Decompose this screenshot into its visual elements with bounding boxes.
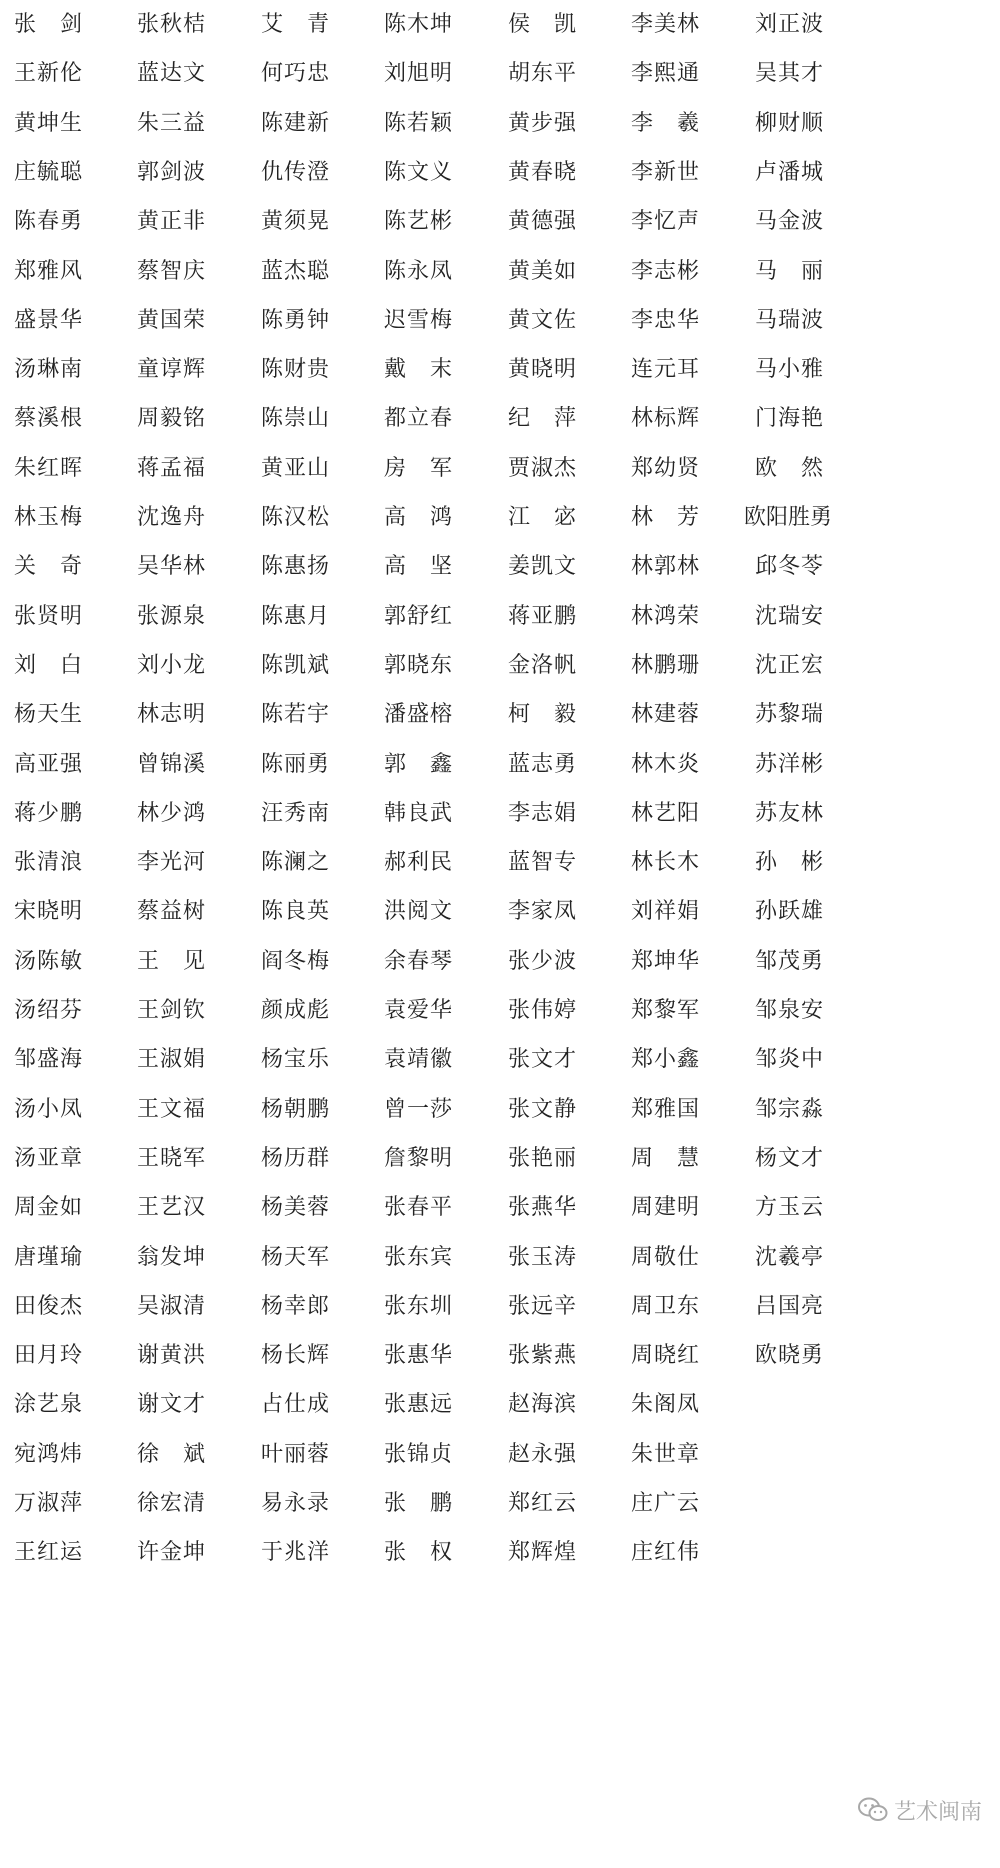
name-cell: 袁靖徽	[384, 1047, 454, 1073]
name-cell: 杨天生	[14, 702, 84, 728]
name-cell: 黄坤生	[14, 110, 84, 136]
name-cell: 周建明	[631, 1195, 701, 1221]
name-cell: 林鹏珊	[631, 652, 701, 678]
name-cell: 沈正宏	[755, 652, 825, 678]
name-cell: 张艳丽	[508, 1145, 578, 1171]
name-cell: 马金波	[755, 209, 825, 235]
name-cell: 王红运	[14, 1540, 84, 1566]
name-cell: 邹泉安	[755, 998, 825, 1023]
name-cell: 马 丽	[755, 258, 825, 284]
name-cell: 高亚强	[14, 751, 84, 777]
name-cell: 张惠华	[384, 1343, 454, 1369]
name-cell: 邹宗淼	[755, 1096, 825, 1122]
name-cell: 江 宓	[508, 505, 578, 530]
name-cell: 林艺阳	[631, 800, 701, 826]
name-cell: 杨朝鹏	[261, 1096, 331, 1122]
name-cell: 汤陈敏	[14, 948, 84, 974]
name-cell: 田俊杰	[14, 1293, 84, 1319]
name-cell: 陈丽勇	[261, 751, 331, 777]
name-cell: 汤亚章	[14, 1145, 84, 1171]
name-cell: 陈永凤	[384, 258, 454, 284]
name-cell: 赵永强	[508, 1441, 578, 1467]
name-cell: 陈惠扬	[261, 554, 331, 580]
name-cell: 黄正非	[137, 209, 207, 235]
name-cell: 林鸿荣	[631, 603, 701, 629]
name-cell: 黄亚山	[261, 455, 331, 481]
name-cell: 张燕华	[508, 1195, 578, 1221]
name-cell: 盛景华	[14, 307, 84, 333]
name-cell: 林长木	[631, 850, 701, 876]
name-cell: 张文才	[508, 1047, 578, 1073]
name-cell: 林郭林	[631, 554, 701, 580]
name-cell: 朱红晖	[14, 455, 84, 481]
name-cell: 陈惠月	[261, 603, 331, 629]
name-cell: 涂艺泉	[14, 1392, 84, 1418]
name-cell: 赵海滨	[508, 1392, 578, 1418]
name-cell: 于兆洋	[261, 1540, 331, 1566]
name-cell: 沈羲亭	[755, 1244, 825, 1270]
name-row	[0, 1523, 1000, 1582]
name-cell: 金洛帆	[508, 652, 578, 678]
name-cell: 王淑娟	[137, 1047, 207, 1073]
name-cell: 郭剑波	[137, 159, 207, 185]
name-cell: 蓝杰聪	[261, 258, 331, 284]
name-cell: 蓝达文	[137, 61, 207, 87]
name-cell: 李志娟	[508, 800, 578, 826]
name-cell: 郑红云	[508, 1491, 578, 1516]
name-cell: 许金坤	[137, 1540, 207, 1566]
watermark-text: 艺术闽南	[893, 1799, 982, 1825]
name-cell: 袁爱华	[384, 998, 454, 1023]
name-cell: 方玉云	[755, 1195, 825, 1221]
name-cell: 黄春晓	[508, 159, 578, 185]
name-cell: 周敬仕	[631, 1244, 701, 1270]
name-cell: 蔡智庆	[137, 258, 207, 284]
name-cell: 汤琳南	[14, 357, 84, 383]
name-cell: 刘正波	[755, 12, 825, 37]
name-cell: 苏洋彬	[755, 751, 825, 777]
name-cell: 朱三益	[137, 110, 207, 136]
name-cell: 林玉梅	[14, 505, 84, 530]
name-cell: 邹炎中	[755, 1047, 825, 1073]
name-cell: 门海艳	[755, 406, 825, 432]
name-cell: 黄步强	[508, 110, 578, 136]
name-cell: 张锦贞	[384, 1441, 454, 1467]
name-cell: 田月玲	[14, 1343, 84, 1369]
name-cell: 沈逸舟	[137, 505, 207, 530]
name-cell: 陈若颖	[384, 110, 454, 136]
name-cell: 陈澜之	[261, 850, 331, 876]
name-cell: 曾锦溪	[137, 751, 207, 777]
name-cell: 吴其才	[755, 61, 825, 87]
name-cell: 郑坤华	[631, 948, 701, 974]
name-cell: 张 鹏	[384, 1491, 454, 1516]
name-cell: 陈凯斌	[261, 652, 331, 678]
name-cell: 张玉涛	[508, 1244, 578, 1270]
name-cell: 柳财顺	[755, 110, 825, 136]
name-cell: 陈勇钟	[261, 307, 331, 333]
name-cell: 陈建新	[261, 110, 331, 136]
name-cell: 蓝智专	[508, 850, 578, 876]
name-cell: 林 芳	[631, 505, 701, 530]
name-cell: 李 羲	[631, 110, 701, 136]
name-cell: 王晓军	[137, 1145, 207, 1171]
name-cell: 李新世	[631, 159, 701, 185]
name-cell: 汤绍芬	[14, 998, 84, 1023]
name-cell: 郑小鑫	[631, 1047, 701, 1073]
name-cell: 黄德强	[508, 209, 578, 235]
name-cell: 潘盛榕	[384, 702, 454, 728]
name-cell: 宛鸿炜	[14, 1441, 84, 1467]
name-cell: 李忠华	[631, 307, 701, 333]
name-cell: 欧 然	[755, 455, 825, 481]
name-cell: 蔡益树	[137, 899, 207, 925]
name-cell: 杨文才	[755, 1145, 825, 1171]
name-cell: 郭 鑫	[384, 751, 454, 777]
name-cell: 蒋孟福	[137, 455, 207, 481]
name-cell: 郝利民	[384, 850, 454, 876]
name-cell: 张源泉	[137, 603, 207, 629]
name-cell: 周卫东	[631, 1293, 701, 1319]
name-cell: 郑黎军	[631, 998, 701, 1023]
name-cell: 张贤明	[14, 603, 84, 629]
name-cell: 陈汉松	[261, 505, 331, 530]
name-cell: 黄美如	[508, 258, 578, 284]
name-cell: 张少波	[508, 948, 578, 974]
name-cell: 高 坚	[384, 554, 454, 580]
name-cell: 吴淑清	[137, 1293, 207, 1319]
name-cell: 郑辉煌	[508, 1540, 578, 1566]
name-cell: 刘 白	[14, 652, 84, 678]
name-cell: 黄国荣	[137, 307, 207, 333]
name-cell: 阎冬梅	[261, 948, 331, 974]
watermark	[858, 1794, 982, 1826]
name-cell: 宋晓明	[14, 899, 84, 925]
name-cell: 黄文佐	[508, 307, 578, 333]
wechat-icon	[858, 1797, 888, 1823]
name-cell: 陈春勇	[14, 209, 84, 235]
name-cell: 欧阳胜勇	[744, 505, 833, 530]
name-cell: 李美林	[631, 12, 701, 37]
name-cell: 林标辉	[631, 406, 701, 432]
name-cell: 林少鸿	[137, 800, 207, 826]
name-cell: 王文福	[137, 1096, 207, 1122]
name-cell: 易永录	[261, 1491, 331, 1516]
name-cell: 李光河	[137, 850, 207, 876]
name-cell: 陈财贵	[261, 357, 331, 383]
name-cell: 郑雅国	[631, 1096, 701, 1122]
name-cell: 李家凤	[508, 899, 578, 925]
name-cell: 刘祥娟	[631, 899, 701, 925]
name-cell: 邹茂勇	[755, 948, 825, 974]
name-cell: 王剑钦	[137, 998, 207, 1023]
name-cell: 马瑞波	[755, 307, 825, 333]
name-cell: 沈瑞安	[755, 603, 825, 629]
name-cell: 杨幸郎	[261, 1293, 331, 1319]
name-cell: 徐 斌	[137, 1441, 207, 1467]
name-cell: 张远辛	[508, 1293, 578, 1319]
name-cell: 吴华林	[137, 554, 207, 580]
name-cell: 纪 萍	[508, 406, 578, 432]
name-cell: 迟雪梅	[384, 307, 454, 333]
name-cell: 高 鸿	[384, 505, 454, 530]
name-cell: 占仕成	[261, 1392, 331, 1418]
name-cell: 陈艺彬	[384, 209, 454, 235]
name-cell: 朱阁凤	[631, 1392, 701, 1418]
name-cell: 王 见	[137, 948, 207, 974]
name-cell: 张清浪	[14, 850, 84, 876]
name-cell: 林木炎	[631, 751, 701, 777]
name-cell: 陈木坤	[384, 12, 454, 37]
name-cell: 徐宏清	[137, 1491, 207, 1516]
name-cell: 蓝志勇	[508, 751, 578, 777]
name-cell: 陈良英	[261, 899, 331, 925]
name-cell: 杨长辉	[261, 1343, 331, 1369]
name-cell: 王新伦	[14, 61, 84, 87]
name-cell: 郑幼贤	[631, 455, 701, 481]
name-cell: 庄毓聪	[14, 159, 84, 185]
name-cell: 郑雅风	[14, 258, 84, 284]
name-cell: 林建蓉	[631, 702, 701, 728]
name-cell: 蒋亚鹏	[508, 603, 578, 629]
name-cell: 戴 末	[384, 357, 454, 383]
name-cell: 汪秀南	[261, 800, 331, 826]
name-cell: 欧晓勇	[755, 1343, 825, 1369]
name-cell: 张 剑	[14, 12, 84, 37]
name-cell: 颜成彪	[261, 998, 331, 1023]
name-cell: 张秋桔	[137, 12, 207, 37]
name-cell: 陈崇山	[261, 406, 331, 432]
name-cell: 杨历群	[261, 1145, 331, 1171]
name-cell: 孙跃雄	[755, 899, 825, 925]
name-cell: 张东宾	[384, 1244, 454, 1270]
name-cell: 杨美蓉	[261, 1195, 331, 1221]
name-cell: 庄红伟	[631, 1540, 701, 1566]
name-cell: 洪阅文	[384, 899, 454, 925]
name-cell: 吕国亮	[755, 1293, 825, 1319]
name-cell: 连元耳	[631, 357, 701, 383]
name-cell: 林志明	[137, 702, 207, 728]
name-cell: 蔡溪根	[14, 406, 84, 432]
name-cell: 黄晓明	[508, 357, 578, 383]
name-cell: 仇传澄	[261, 159, 331, 185]
name-cell: 邹盛海	[14, 1047, 84, 1073]
name-cell: 刘小龙	[137, 652, 207, 678]
name-cell: 张东圳	[384, 1293, 454, 1319]
name-cell: 郭晓东	[384, 652, 454, 678]
name-cell: 房 军	[384, 455, 454, 481]
name-cell: 万淑萍	[14, 1491, 84, 1516]
name-cell: 陈若宇	[261, 702, 331, 728]
name-cell: 李忆声	[631, 209, 701, 235]
name-cell: 王艺汉	[137, 1195, 207, 1221]
name-cell: 苏友林	[755, 800, 825, 826]
name-cell: 苏黎瑞	[755, 702, 825, 728]
name-cell: 张春平	[384, 1195, 454, 1221]
name-cell: 贾淑杰	[508, 455, 578, 481]
name-cell: 杨宝乐	[261, 1047, 331, 1073]
name-cell: 曾一莎	[384, 1096, 454, 1122]
name-cell: 张 权	[384, 1540, 454, 1566]
name-cell: 朱世章	[631, 1441, 701, 1467]
name-cell: 黄须晃	[261, 209, 331, 235]
name-cell: 翁发坤	[137, 1244, 207, 1270]
name-cell: 郭舒红	[384, 603, 454, 629]
name-cell: 孙 彬	[755, 850, 825, 876]
name-cell: 周晓红	[631, 1343, 701, 1369]
name-cell: 蒋少鹏	[14, 800, 84, 826]
name-cell: 马小雅	[755, 357, 825, 383]
name-cell: 杨天军	[261, 1244, 331, 1270]
name-cell: 柯 毅	[508, 702, 578, 728]
name-cell: 艾 青	[261, 12, 331, 37]
name-cell: 张紫燕	[508, 1343, 578, 1369]
name-cell: 周毅铭	[137, 406, 207, 432]
name-cell: 何巧忠	[261, 61, 331, 87]
name-cell: 周 慧	[631, 1145, 701, 1171]
name-cell: 侯 凯	[508, 12, 578, 37]
name-cell: 叶丽蓉	[261, 1441, 331, 1467]
name-cell: 唐瑾瑜	[14, 1244, 84, 1270]
name-cell: 胡东平	[508, 61, 578, 87]
name-cell: 刘旭明	[384, 61, 454, 87]
name-cell: 陈文义	[384, 159, 454, 185]
name-cell: 卢潘城	[755, 159, 825, 185]
name-cell: 邱冬苓	[755, 554, 825, 580]
name-cell: 周金如	[14, 1195, 84, 1221]
name-cell: 姜凯文	[508, 554, 578, 580]
name-cell: 张伟婷	[508, 998, 578, 1023]
name-cell: 庄广云	[631, 1491, 701, 1516]
name-cell: 谢黄洪	[137, 1343, 207, 1369]
name-cell: 关 奇	[14, 554, 84, 580]
name-cell: 汤小凤	[14, 1096, 84, 1122]
name-cell: 谢文才	[137, 1392, 207, 1418]
name-cell: 张惠远	[384, 1392, 454, 1418]
name-cell: 童谆辉	[137, 357, 207, 383]
name-cell: 张文静	[508, 1096, 578, 1122]
name-cell: 韩良武	[384, 800, 454, 826]
name-cell: 詹黎明	[384, 1145, 454, 1171]
name-cell: 余春琴	[384, 948, 454, 974]
name-cell: 李熙通	[631, 61, 701, 87]
name-cell: 李志彬	[631, 258, 701, 284]
name-cell: 都立春	[384, 406, 454, 432]
